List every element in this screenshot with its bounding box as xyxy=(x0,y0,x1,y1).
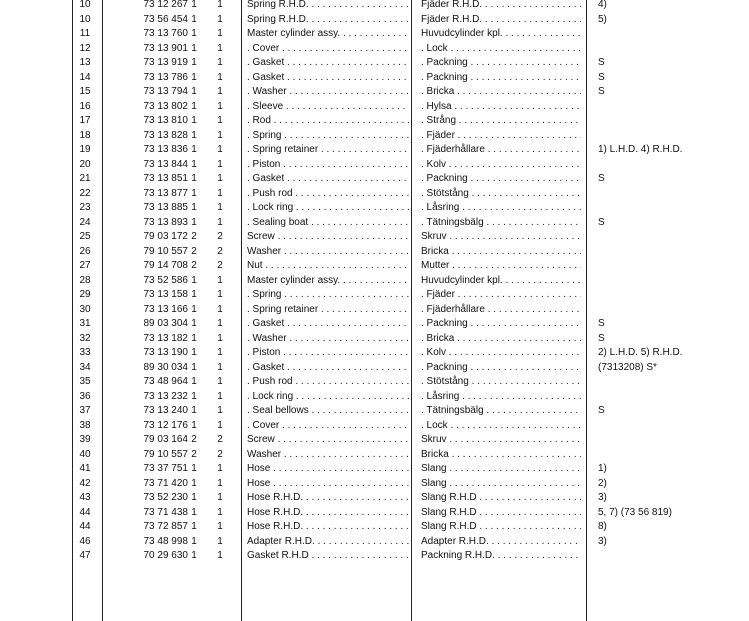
quantity-a: 1 xyxy=(191,187,197,199)
part-number: 89 03 304 xyxy=(143,318,188,329)
description-swedish: . Kolv . . . xyxy=(421,158,581,172)
table-row xyxy=(0,56,749,70)
description-english: . Piston . . . xyxy=(247,158,409,172)
remark: 8) xyxy=(598,521,607,532)
quantity-b: 1 xyxy=(217,158,223,170)
table-row xyxy=(0,549,749,563)
item-number: 29 xyxy=(79,289,91,300)
quantity-b: 2 xyxy=(217,434,223,445)
quantity-b: 1 xyxy=(217,492,223,503)
table-row xyxy=(0,71,749,85)
quantity-a: 1 xyxy=(191,419,197,431)
item-number: 32 xyxy=(79,332,91,344)
quantity-a: 1 xyxy=(191,129,197,141)
description-english: Washer . . . xyxy=(247,245,409,259)
quantity-b: 1 xyxy=(217,100,223,112)
remark: 5, 7) (73 56 819) xyxy=(598,506,672,518)
quantity-b: 2 xyxy=(217,260,223,271)
quantity-b: 1 xyxy=(217,13,223,25)
remark: S xyxy=(598,216,605,228)
part-number: 73 13 877 xyxy=(143,187,188,199)
remark: 1) L.H.D. 4) R.H.D. xyxy=(598,144,683,155)
table-row xyxy=(0,332,749,346)
item-number: 23 xyxy=(79,202,91,213)
quantity-b: 1 xyxy=(217,303,223,315)
quantity-a: 2 xyxy=(191,448,197,460)
quantity-a: 1 xyxy=(191,463,197,474)
description-swedish: . Låsring . . . xyxy=(421,390,581,404)
description-english: . Lock ring . . . xyxy=(247,201,409,215)
item-number: 36 xyxy=(79,390,91,402)
quantity-a: 1 xyxy=(191,216,197,228)
item-number: 38 xyxy=(79,419,91,431)
remark: S xyxy=(598,318,605,329)
part-number: 79 10 557 xyxy=(143,448,188,460)
part-number: 73 56 454 xyxy=(143,13,188,25)
part-number: 89 30 034 xyxy=(143,361,188,373)
description-swedish: . Fjäderhållare . . . xyxy=(421,303,581,317)
description-english: Screw . . . xyxy=(247,433,409,447)
table-row xyxy=(0,42,749,56)
part-number: 73 13 760 xyxy=(143,28,188,39)
description-swedish: Mutter . . . xyxy=(421,259,581,273)
description-english: . Gasket . . . xyxy=(247,56,409,70)
description-swedish: . Bricka . . . xyxy=(421,332,581,346)
part-number: 73 37 751 xyxy=(143,463,188,474)
item-number: 16 xyxy=(79,100,91,112)
table-row xyxy=(0,230,749,244)
table-row xyxy=(0,491,749,505)
quantity-b: 1 xyxy=(217,42,223,54)
part-number: 79 10 557 xyxy=(143,245,188,257)
part-number: 73 52 230 xyxy=(143,492,188,503)
quantity-b: 1 xyxy=(217,463,223,474)
table-row xyxy=(0,100,749,114)
description-english: Hose R.H.D. . . . xyxy=(247,506,409,520)
quantity-b: 1 xyxy=(217,361,223,373)
item-number: 42 xyxy=(79,477,91,489)
table-row xyxy=(0,419,749,433)
description-swedish: . Packning . . . xyxy=(421,172,581,186)
description-english: Hose R.H.D. . . . xyxy=(247,491,409,505)
description-swedish: Adapter R.H.D. . . . xyxy=(421,535,581,549)
part-number: 73 13 836 xyxy=(143,144,188,155)
remark: 3) xyxy=(598,492,607,503)
part-number: 73 13 885 xyxy=(143,202,188,213)
table-row xyxy=(0,129,749,143)
description-english: . Cover . . . xyxy=(247,42,409,56)
item-number: 22 xyxy=(79,187,91,199)
description-swedish: Packning R.H.D. . . . xyxy=(421,549,581,563)
description-swedish: Fjäder R.H.D. . . . xyxy=(421,0,581,12)
quantity-a: 1 xyxy=(191,492,197,503)
table-row xyxy=(0,317,749,331)
part-number: 73 71 420 xyxy=(143,477,188,489)
description-english: Master cylinder assy. . . . xyxy=(247,274,409,288)
table-row xyxy=(0,448,749,462)
table-row xyxy=(0,462,749,476)
part-number: 73 13 786 xyxy=(143,71,188,83)
description-swedish: Bricka . . . xyxy=(421,245,581,259)
quantity-b: 1 xyxy=(217,173,223,184)
item-number: 28 xyxy=(79,274,91,286)
description-english: Nut . . . xyxy=(247,259,409,273)
remark: 2) xyxy=(598,477,607,489)
quantity-b: 1 xyxy=(217,115,223,126)
quantity-a: 1 xyxy=(191,13,197,25)
part-number: 73 13 844 xyxy=(143,158,188,170)
item-number: 14 xyxy=(79,71,91,83)
description-swedish: . Fjäder . . . xyxy=(421,129,581,143)
quantity-a: 1 xyxy=(191,71,197,83)
quantity-a: 1 xyxy=(191,274,197,286)
quantity-b: 1 xyxy=(217,419,223,431)
part-number: 73 12 267 xyxy=(143,0,188,10)
part-number: 73 12 176 xyxy=(143,419,188,431)
description-english: . Washer . . . xyxy=(247,332,409,346)
quantity-b: 2 xyxy=(217,231,223,242)
quantity-b: 1 xyxy=(217,86,223,97)
item-number: 27 xyxy=(79,260,91,271)
table-row xyxy=(0,404,749,418)
description-english: Hose R.H.D. . . . xyxy=(247,520,409,534)
quantity-b: 1 xyxy=(217,318,223,329)
table-row xyxy=(0,390,749,404)
description-english: . Spring . . . xyxy=(247,288,409,302)
description-swedish: . Stötstång . . . xyxy=(421,187,581,201)
table-row xyxy=(0,27,749,41)
description-swedish: . Fjäder . . . xyxy=(421,288,581,302)
description-swedish: . Tätningsbälg . . . xyxy=(421,404,581,418)
table-row xyxy=(0,506,749,520)
part-number: 73 71 438 xyxy=(143,506,188,518)
description-swedish: . Packning . . . xyxy=(421,361,581,375)
quantity-a: 1 xyxy=(191,28,197,39)
quantity-a: 2 xyxy=(191,231,197,242)
remark: S xyxy=(598,173,605,184)
table-row xyxy=(0,274,749,288)
description-swedish: Slang . . . xyxy=(421,477,581,491)
quantity-a: 1 xyxy=(191,521,197,532)
quantity-a: 1 xyxy=(191,100,197,112)
item-number: 10 xyxy=(79,0,91,10)
description-swedish: Slang R.H.D . . . xyxy=(421,491,581,505)
description-english: Master cylinder assy. . . . xyxy=(247,27,409,41)
quantity-b: 1 xyxy=(217,376,223,387)
part-number: 73 13 232 xyxy=(143,390,188,402)
quantity-b: 2 xyxy=(217,448,223,460)
quantity-b: 1 xyxy=(217,477,223,489)
item-number: 31 xyxy=(79,318,91,329)
description-swedish: Fjäder R.H.D. . . . xyxy=(421,13,581,27)
item-number: 40 xyxy=(79,448,91,460)
item-number: 30 xyxy=(79,303,91,315)
remark: S xyxy=(598,405,605,416)
quantity-b: 1 xyxy=(217,550,223,561)
quantity-b: 1 xyxy=(217,187,223,199)
quantity-a: 1 xyxy=(191,0,197,10)
description-english: . Cover . . . xyxy=(247,419,409,433)
item-number: 19 xyxy=(79,144,91,155)
table-row xyxy=(0,433,749,447)
quantity-a: 1 xyxy=(191,477,197,489)
description-swedish: Huvudcylinder kpl. . . . xyxy=(421,27,581,41)
description-swedish: . Strång . . . xyxy=(421,114,581,128)
item-number: 44 xyxy=(79,506,91,518)
table-row xyxy=(0,172,749,186)
item-number: 12 xyxy=(79,42,91,54)
description-swedish: . Lock . . . xyxy=(421,419,581,433)
description-english: . Gasket . . . xyxy=(247,172,409,186)
quantity-b: 1 xyxy=(217,0,223,10)
quantity-b: 1 xyxy=(217,521,223,532)
part-number: 73 13 158 xyxy=(143,289,188,300)
item-number: 37 xyxy=(79,405,91,416)
table-row xyxy=(0,158,749,172)
description-english: Hose . . . xyxy=(247,462,409,476)
quantity-a: 1 xyxy=(191,506,197,518)
item-number: 11 xyxy=(79,28,91,39)
item-number: 13 xyxy=(79,57,91,68)
quantity-a: 1 xyxy=(191,144,197,155)
part-number: 73 13 901 xyxy=(143,42,188,54)
quantity-a: 1 xyxy=(191,158,197,170)
quantity-b: 1 xyxy=(217,274,223,286)
part-number: 73 13 851 xyxy=(143,173,188,184)
table-row xyxy=(0,245,749,259)
description-english: Screw . . . xyxy=(247,230,409,244)
table-row xyxy=(0,520,749,534)
quantity-a: 1 xyxy=(191,303,197,315)
part-number: 73 72 857 xyxy=(143,521,188,532)
part-number: 79 14 708 xyxy=(143,260,188,271)
table-row xyxy=(0,187,749,201)
part-number: 73 13 919 xyxy=(143,57,188,68)
table-row xyxy=(0,85,749,99)
item-number: 43 xyxy=(79,492,91,503)
quantity-b: 1 xyxy=(217,144,223,155)
description-swedish: . Låsring . . . xyxy=(421,201,581,215)
item-number: 44 xyxy=(79,521,91,532)
description-english: Spring R.H.D. . . . xyxy=(247,13,409,27)
remark: 1) xyxy=(598,463,607,474)
description-english: . Push rod . . . xyxy=(247,187,409,201)
quantity-b: 1 xyxy=(217,405,223,416)
description-swedish: . Packning . . . xyxy=(421,71,581,85)
table-row xyxy=(0,535,749,549)
table-row xyxy=(0,346,749,360)
item-number: 46 xyxy=(79,535,91,547)
part-number: 73 52 586 xyxy=(143,274,188,286)
remark: S xyxy=(598,86,605,97)
quantity-a: 1 xyxy=(191,57,197,68)
table-row xyxy=(0,375,749,389)
description-swedish: Skruv . . . xyxy=(421,230,581,244)
description-swedish: Bricka . . . xyxy=(421,448,581,462)
part-number: 79 03 172 xyxy=(143,231,188,242)
quantity-a: 1 xyxy=(191,173,197,184)
description-english: Gasket R.H.D . . . xyxy=(247,549,409,563)
table-row xyxy=(0,114,749,128)
table-row xyxy=(0,13,749,27)
quantity-b: 1 xyxy=(217,390,223,402)
quantity-b: 1 xyxy=(217,202,223,213)
quantity-b: 1 xyxy=(217,506,223,518)
quantity-a: 1 xyxy=(191,42,197,54)
description-english: Spring R.H.D. . . . xyxy=(247,0,409,12)
quantity-b: 1 xyxy=(217,28,223,39)
item-number: 35 xyxy=(79,376,91,387)
quantity-a: 1 xyxy=(191,535,197,547)
table-row xyxy=(0,361,749,375)
part-number: 73 48 998 xyxy=(143,535,188,547)
remark: S xyxy=(598,71,605,83)
description-swedish: Huvudcylinder kpl. . . . xyxy=(421,274,581,288)
quantity-b: 1 xyxy=(217,129,223,141)
item-number: 20 xyxy=(79,158,91,170)
table-row xyxy=(0,143,749,157)
quantity-a: 1 xyxy=(191,550,197,561)
part-number: 73 13 240 xyxy=(143,405,188,416)
description-english: . Gasket . . . xyxy=(247,71,409,85)
item-number: 15 xyxy=(79,86,91,97)
table-row xyxy=(0,259,749,273)
part-number: 73 13 893 xyxy=(143,216,188,228)
part-number: 70 29 630 xyxy=(143,550,188,561)
quantity-b: 1 xyxy=(217,289,223,300)
description-swedish: . Lock . . . xyxy=(421,42,581,56)
quantity-b: 1 xyxy=(217,347,223,358)
part-number: 73 13 166 xyxy=(143,303,188,315)
remark: (7313208) S* xyxy=(598,361,657,373)
description-swedish: . Packning . . . xyxy=(421,317,581,331)
item-number: 26 xyxy=(79,245,91,257)
quantity-a: 1 xyxy=(191,86,197,97)
remark: S xyxy=(598,57,605,68)
quantity-b: 1 xyxy=(217,332,223,344)
quantity-a: 1 xyxy=(191,390,197,402)
item-number: 47 xyxy=(79,550,91,561)
item-number: 21 xyxy=(79,173,91,184)
quantity-b: 1 xyxy=(217,57,223,68)
quantity-a: 2 xyxy=(191,434,197,445)
description-swedish: . Packning . . . xyxy=(421,56,581,70)
table-row xyxy=(0,288,749,302)
description-english: . Lock ring . . . xyxy=(247,390,409,404)
description-swedish: . Fjäderhållare . . . xyxy=(421,143,581,157)
quantity-b: 2 xyxy=(217,245,223,257)
item-number: 18 xyxy=(79,129,91,141)
remark: 2) L.H.D. 5) R.H.D. xyxy=(598,347,683,358)
quantity-a: 1 xyxy=(191,347,197,358)
description-swedish: . Hylsa . . . xyxy=(421,100,581,114)
item-number: 41 xyxy=(79,463,91,474)
item-number: 33 xyxy=(79,347,91,358)
description-english: . Sealing boat . . . xyxy=(247,216,409,230)
description-english: . Spring retainer . . . xyxy=(247,143,409,157)
part-number: 73 48 964 xyxy=(143,376,188,387)
description-english: . Piston . . . xyxy=(247,346,409,360)
remark: S xyxy=(598,332,605,344)
description-english: . Gasket . . . xyxy=(247,317,409,331)
description-english: Hose . . . xyxy=(247,477,409,491)
table-row xyxy=(0,477,749,491)
description-swedish: Skruv . . . xyxy=(421,433,581,447)
quantity-a: 1 xyxy=(191,376,197,387)
table-row xyxy=(0,0,749,12)
description-english: . Spring . . . xyxy=(247,129,409,143)
description-swedish: Slang R.H.D . . . xyxy=(421,520,581,534)
part-number: 79 03 164 xyxy=(143,434,188,445)
description-swedish: . Stötstång . . . xyxy=(421,375,581,389)
remark: 5) xyxy=(598,13,607,25)
item-number: 17 xyxy=(79,115,91,126)
quantity-a: 1 xyxy=(191,318,197,329)
description-english: . Sleeve . . . xyxy=(247,100,409,114)
table-row xyxy=(0,201,749,215)
description-english: . Gasket . . . xyxy=(247,361,409,375)
quantity-a: 1 xyxy=(191,289,197,300)
part-number: 73 13 182 xyxy=(143,332,188,344)
description-swedish: Slang . . . xyxy=(421,462,581,476)
part-number: 73 13 190 xyxy=(143,347,188,358)
description-english: Adapter R.H.D. . . . xyxy=(247,535,409,549)
table-row xyxy=(0,216,749,230)
quantity-a: 1 xyxy=(191,332,197,344)
quantity-b: 1 xyxy=(217,216,223,228)
quantity-a: 1 xyxy=(191,405,197,416)
description-swedish: . Tätningsbälg . . . xyxy=(421,216,581,230)
part-number: 73 13 802 xyxy=(143,100,188,112)
remark: 4) xyxy=(598,0,607,10)
description-swedish: Slang R.H.D . . . xyxy=(421,506,581,520)
item-number: 25 xyxy=(79,231,91,242)
quantity-b: 1 xyxy=(217,535,223,547)
description-english: . Rod . . . xyxy=(247,114,409,128)
description-english: . Spring retainer . . . xyxy=(247,303,409,317)
description-english: Washer . . . xyxy=(247,448,409,462)
part-number: 73 13 794 xyxy=(143,86,188,97)
description-swedish: . Bricka . . . xyxy=(421,85,581,99)
item-number: 39 xyxy=(79,434,91,445)
table-row xyxy=(0,303,749,317)
quantity-a: 1 xyxy=(191,115,197,126)
remark: 3) xyxy=(598,535,607,547)
part-number: 73 13 828 xyxy=(143,129,188,141)
description-english: . Push rod . . . xyxy=(247,375,409,389)
description-english: . Seal bellows . . . xyxy=(247,404,409,418)
part-number: 73 13 810 xyxy=(143,115,188,126)
item-number: 10 xyxy=(79,13,91,25)
quantity-a: 1 xyxy=(191,361,197,373)
item-number: 34 xyxy=(79,361,91,373)
quantity-a: 2 xyxy=(191,260,197,271)
description-swedish: . Kolv . . . xyxy=(421,346,581,360)
quantity-a: 1 xyxy=(191,202,197,213)
item-number: 24 xyxy=(79,216,91,228)
quantity-a: 2 xyxy=(191,245,197,257)
quantity-b: 1 xyxy=(217,71,223,83)
description-english: . Washer . . . xyxy=(247,85,409,99)
